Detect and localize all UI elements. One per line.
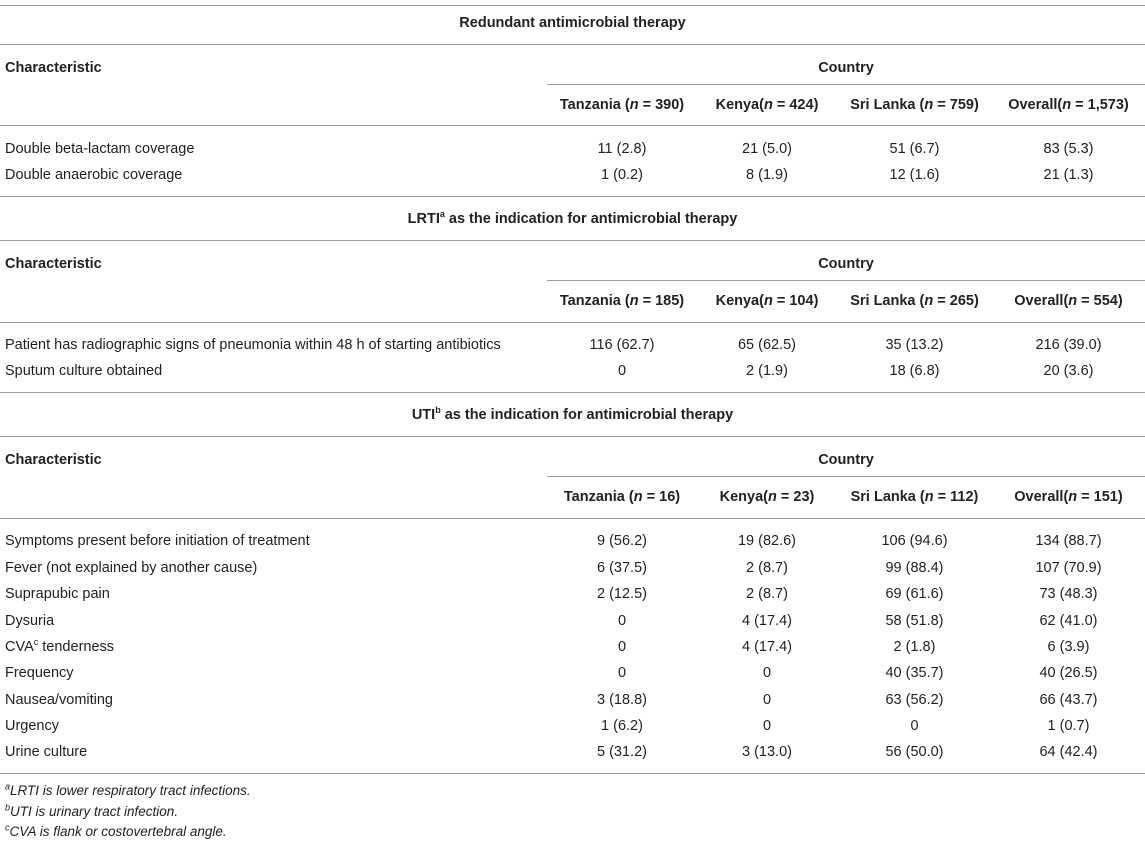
cell: 134 (88.7) xyxy=(1035,533,1102,549)
cell: 5 (31.2) xyxy=(597,744,647,760)
cell: 1 (0.2) xyxy=(601,167,643,183)
cell: 4 (17.4) xyxy=(742,639,792,655)
cell: 66 (43.7) xyxy=(1039,692,1098,708)
country-header: Country xyxy=(818,60,874,76)
rule xyxy=(0,125,1145,126)
cell: 216 (39.0) xyxy=(1035,337,1102,353)
row-label: Frequency xyxy=(5,665,74,681)
rule xyxy=(0,44,1145,45)
rule xyxy=(0,240,1145,241)
column-header-tanzania: Tanzania (n = 185) xyxy=(559,293,685,309)
cell: 0 xyxy=(762,665,772,681)
rule xyxy=(547,476,1145,477)
row-label: Fever (not explained by another cause) xyxy=(5,560,258,576)
column-header-kenya: Kenya(n = 424) xyxy=(715,97,819,113)
cell: 63 (56.2) xyxy=(885,692,944,708)
cell: 2 (1.9) xyxy=(746,363,788,379)
column-header-tanzania: Tanzania (n = 16) xyxy=(563,489,681,505)
section1-title: Redundant antimicrobial therapy xyxy=(459,15,686,31)
cell: 6 (37.5) xyxy=(597,560,647,576)
cell: 11 (2.8) xyxy=(597,141,647,157)
rule xyxy=(0,322,1145,323)
column-header-sri-lanka: Sri Lanka (n = 265) xyxy=(850,293,979,309)
section2-title: LRTI$^a$ as the indication for antimicrobial therapy xyxy=(407,209,738,227)
cell: 0 xyxy=(617,613,627,629)
rule-top xyxy=(0,5,1145,6)
row-label: Double anaerobic coverage xyxy=(5,167,183,183)
column-header-overall: Overall(n = 151) xyxy=(1014,489,1123,505)
cell: 0 xyxy=(617,665,627,681)
cell: 21 (1.3) xyxy=(1043,167,1094,183)
row-label: Urgency xyxy=(5,718,59,734)
cell: 40 (26.5) xyxy=(1039,665,1098,681)
rule xyxy=(547,280,1145,281)
cell: 3 (18.8) xyxy=(597,692,647,708)
row-label: Urine culture xyxy=(5,744,88,760)
cell: 0 xyxy=(910,718,919,734)
cell: 62 (41.0) xyxy=(1039,613,1098,629)
cell: 3 (13.0) xyxy=(742,744,792,760)
cell: 18 (6.8) xyxy=(889,363,940,379)
column-header-overall: Overall(n = 1,573) xyxy=(1008,97,1129,113)
cell: 20 (3.6) xyxy=(1043,363,1094,379)
section3-title: UTI$^b$ as the indication for antimicrobial therapy xyxy=(411,405,734,423)
cell: 1 (6.2) xyxy=(601,718,643,734)
footnote-a: $^a$LRTI is lower respiratory tract infections. xyxy=(5,781,251,798)
row-label: Suprapubic pain xyxy=(5,586,110,602)
row-label: CVA$^c$ tenderness xyxy=(5,637,115,655)
country-header: Country xyxy=(818,452,874,468)
column-header-overall: Overall(n = 554) xyxy=(1014,293,1123,309)
row-label: Patient has radiographic signs of pneumonia within 48 h of starting antibiotics xyxy=(5,337,501,353)
country-header: Country xyxy=(818,256,874,272)
cell: 69 (61.6) xyxy=(885,586,944,602)
row-label: Dysuria xyxy=(5,613,55,629)
cell: 73 (48.3) xyxy=(1039,586,1098,602)
cell: 107 (70.9) xyxy=(1035,560,1102,576)
row-label: Symptoms present before initiation of treatment xyxy=(5,533,310,549)
characteristic-header: Characteristic xyxy=(5,452,102,468)
cell: 0 xyxy=(617,363,627,379)
cell: 64 (42.4) xyxy=(1039,744,1098,760)
cell: 56 (50.0) xyxy=(885,744,944,760)
rule xyxy=(0,392,1145,393)
characteristic-header: Characteristic xyxy=(5,60,102,76)
row-label: Sputum culture obtained xyxy=(5,363,163,379)
row-label: Double beta-lactam coverage xyxy=(5,141,195,157)
cell: 2 (8.7) xyxy=(746,560,788,576)
cell: 65 (62.5) xyxy=(737,337,797,353)
rule xyxy=(547,84,1145,85)
column-header-sri-lanka: Sri Lanka (n = 112) xyxy=(850,489,979,505)
column-header-kenya: Kenya(n = 23) xyxy=(719,489,815,505)
rule xyxy=(0,196,1145,197)
column-header-kenya: Kenya(n = 104) xyxy=(715,293,819,309)
cell: 0 xyxy=(762,692,772,708)
rule xyxy=(0,518,1145,519)
cell: 19 (82.6) xyxy=(737,533,797,549)
footnote-c: $^c$CVA is flank or costovertebral angle. xyxy=(5,822,227,839)
cell: 99 (88.4) xyxy=(885,560,944,576)
rule-bottom xyxy=(0,773,1145,774)
cell: 106 (94.6) xyxy=(881,533,948,549)
cell: 6 (3.9) xyxy=(1047,639,1090,655)
footnote-b: $^b$UTI is urinary tract infection. xyxy=(5,802,179,819)
column-header-sri-lanka: Sri Lanka (n = 759) xyxy=(850,97,979,113)
cell: 0 xyxy=(617,639,627,655)
column-header-tanzania: Tanzania (n = 390) xyxy=(559,97,685,113)
rule xyxy=(0,436,1145,437)
cell: 4 (17.4) xyxy=(742,613,792,629)
cell: 9 (56.2) xyxy=(597,533,647,549)
cell: 35 (13.2) xyxy=(885,337,944,353)
cell: 2 (1.8) xyxy=(893,639,936,655)
cell: 51 (6.7) xyxy=(889,141,940,157)
cell: 83 (5.3) xyxy=(1043,141,1094,157)
cell: 2 (12.5) xyxy=(597,586,647,602)
cell: 21 (5.0) xyxy=(742,141,792,157)
cell: 40 (35.7) xyxy=(885,665,944,681)
row-label: Nausea/vomiting xyxy=(5,692,113,708)
cell: 8 (1.9) xyxy=(746,167,788,183)
cell: 0 xyxy=(762,718,772,734)
cell: 58 (51.8) xyxy=(885,613,944,629)
cell: 12 (1.6) xyxy=(889,167,940,183)
characteristic-header: Characteristic xyxy=(5,256,102,272)
cell: 2 (8.7) xyxy=(746,586,788,602)
cell: 116 (62.7) xyxy=(589,337,655,353)
cell: 1 (0.7) xyxy=(1047,718,1090,734)
